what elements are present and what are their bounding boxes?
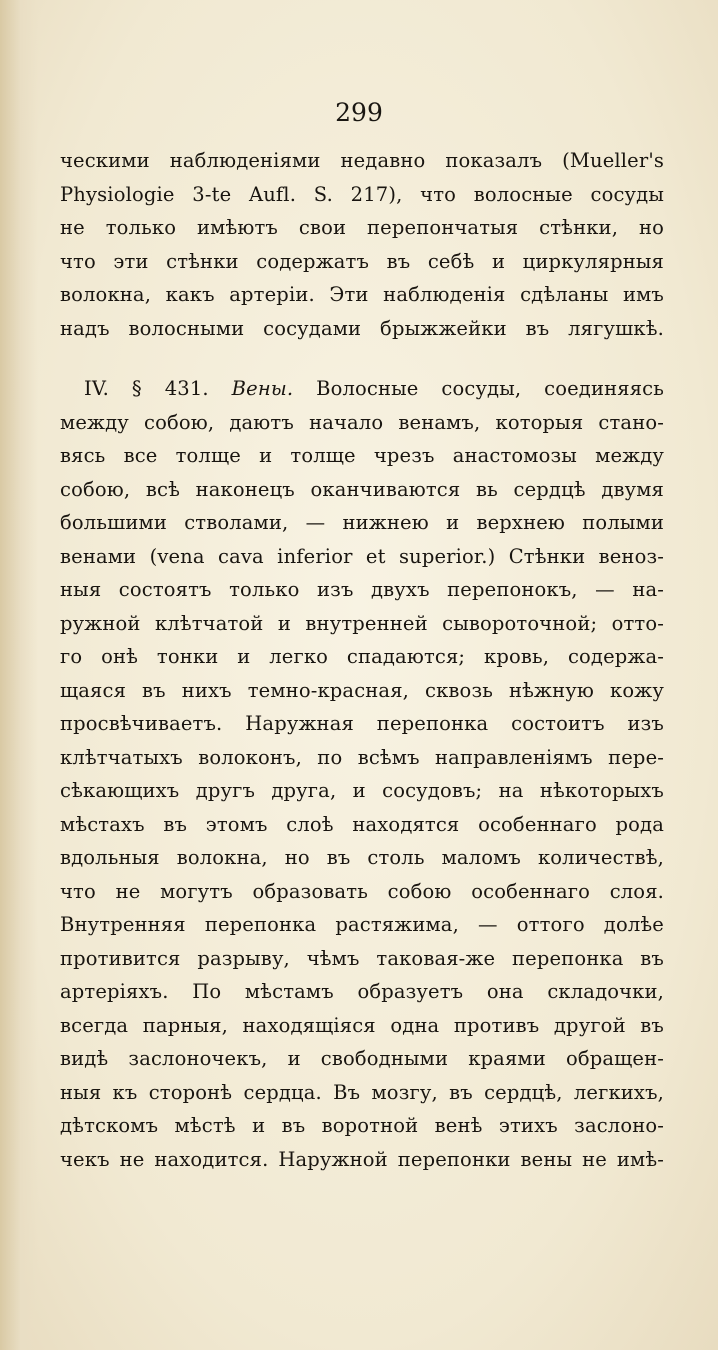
- section-heading-line: [60, 372, 664, 406]
- text-line: что эти стѣнки содержатъ въ себѣ и циркулярныя: [60, 249, 664, 273]
- text-line: собою, всѣ наконецъ оканчиваются вь сердцѣ двумя: [60, 477, 664, 501]
- text-line: что не могутъ образовать собою особеннаго слоя.: [60, 879, 664, 903]
- text-line: мѣстахъ въ этомъ слоѣ находятся особеннаго рода: [60, 812, 664, 836]
- text-line: чекъ не находится. Наружной перепонки вены не имѣ-: [60, 1147, 664, 1171]
- text-line: ружной клѣтчатой и внутренней сывороточной; отто-: [60, 611, 664, 635]
- text-line: Physiologie 3-te Aufl. S. 217), что волосные сосуды: [60, 182, 664, 206]
- text-line: го онѣ тонки и легко спадаются; кровь, содержа-: [60, 645, 664, 668]
- text-line: надъ волосными сосудами брыжжейки въ лягушкѣ.: [60, 316, 664, 340]
- text-line: большими стволами, — нижнею и верхнею полыми: [60, 511, 664, 534]
- paragraph-2: [60, 372, 664, 1176]
- text-line: просвѣчиваетъ. Наружная перепонка состоитъ изъ: [60, 712, 664, 735]
- section-title: Вены.: [231, 377, 294, 400]
- text-line: дѣтскомъ мѣстѣ и въ воротной венѣ этихъ заслоно-: [60, 1114, 664, 1137]
- text-line: артеріяхъ. По мѣстамъ образуетъ она складочки,: [60, 980, 664, 1003]
- section-marker: IV. § 431.: [84, 377, 209, 400]
- page-number: 299: [335, 98, 383, 127]
- binding-shadow: [0, 0, 38, 1350]
- paragraph-1: [60, 144, 664, 345]
- text-line: волокна, какъ артеріи. Эти наблюденія сдѣланы имъ: [60, 283, 664, 306]
- text-line: щаяся въ нихъ темно-красная, сквозь нѣжную кожу: [60, 678, 664, 702]
- text-line: противится разрыву, чѣмъ таковая-же перепонка въ: [60, 946, 664, 970]
- text-line: не только имѣютъ свои перепончатыя стѣнки, но: [60, 216, 664, 239]
- text-line: видѣ заслоночекъ, и свободными краями обращен-: [60, 1047, 664, 1070]
- text-line: Внутренняя перепонка растяжима, — оттого долѣе: [60, 913, 664, 936]
- text-line: ныя состоятъ только изъ двухъ перепонокъ, — на-: [60, 578, 664, 601]
- text-fragment: Волосные сосуды, соединяясь: [316, 377, 664, 400]
- text-line: ческими наблюденіями недавно показалъ (Mueller's: [60, 149, 664, 172]
- text-line: клѣтчатыхъ волоконъ, по всѣмъ направленіямъ пере-: [60, 745, 664, 769]
- text-line: венами (vena cava inferior et superior.) Стѣнки веноз-: [60, 544, 664, 568]
- text-line: всегда парныя, находящіяся одна противъ другой въ: [60, 1013, 664, 1037]
- text-line: между собою, даютъ начало венамъ, которыя стано-: [60, 410, 664, 434]
- text-line: ныя къ сторонѣ сердца. Въ мозгу, въ сердцѣ, легкихъ,: [60, 1080, 664, 1104]
- text-line: сѣкающихъ другъ друга, и сосудовъ; на нѣкоторыхъ: [60, 779, 664, 802]
- text-line: вдольныя волокна, но въ столь маломъ количествѣ,: [60, 846, 664, 869]
- text-line: вясь все толще и толще чрезъ анастомозы между: [60, 444, 664, 467]
